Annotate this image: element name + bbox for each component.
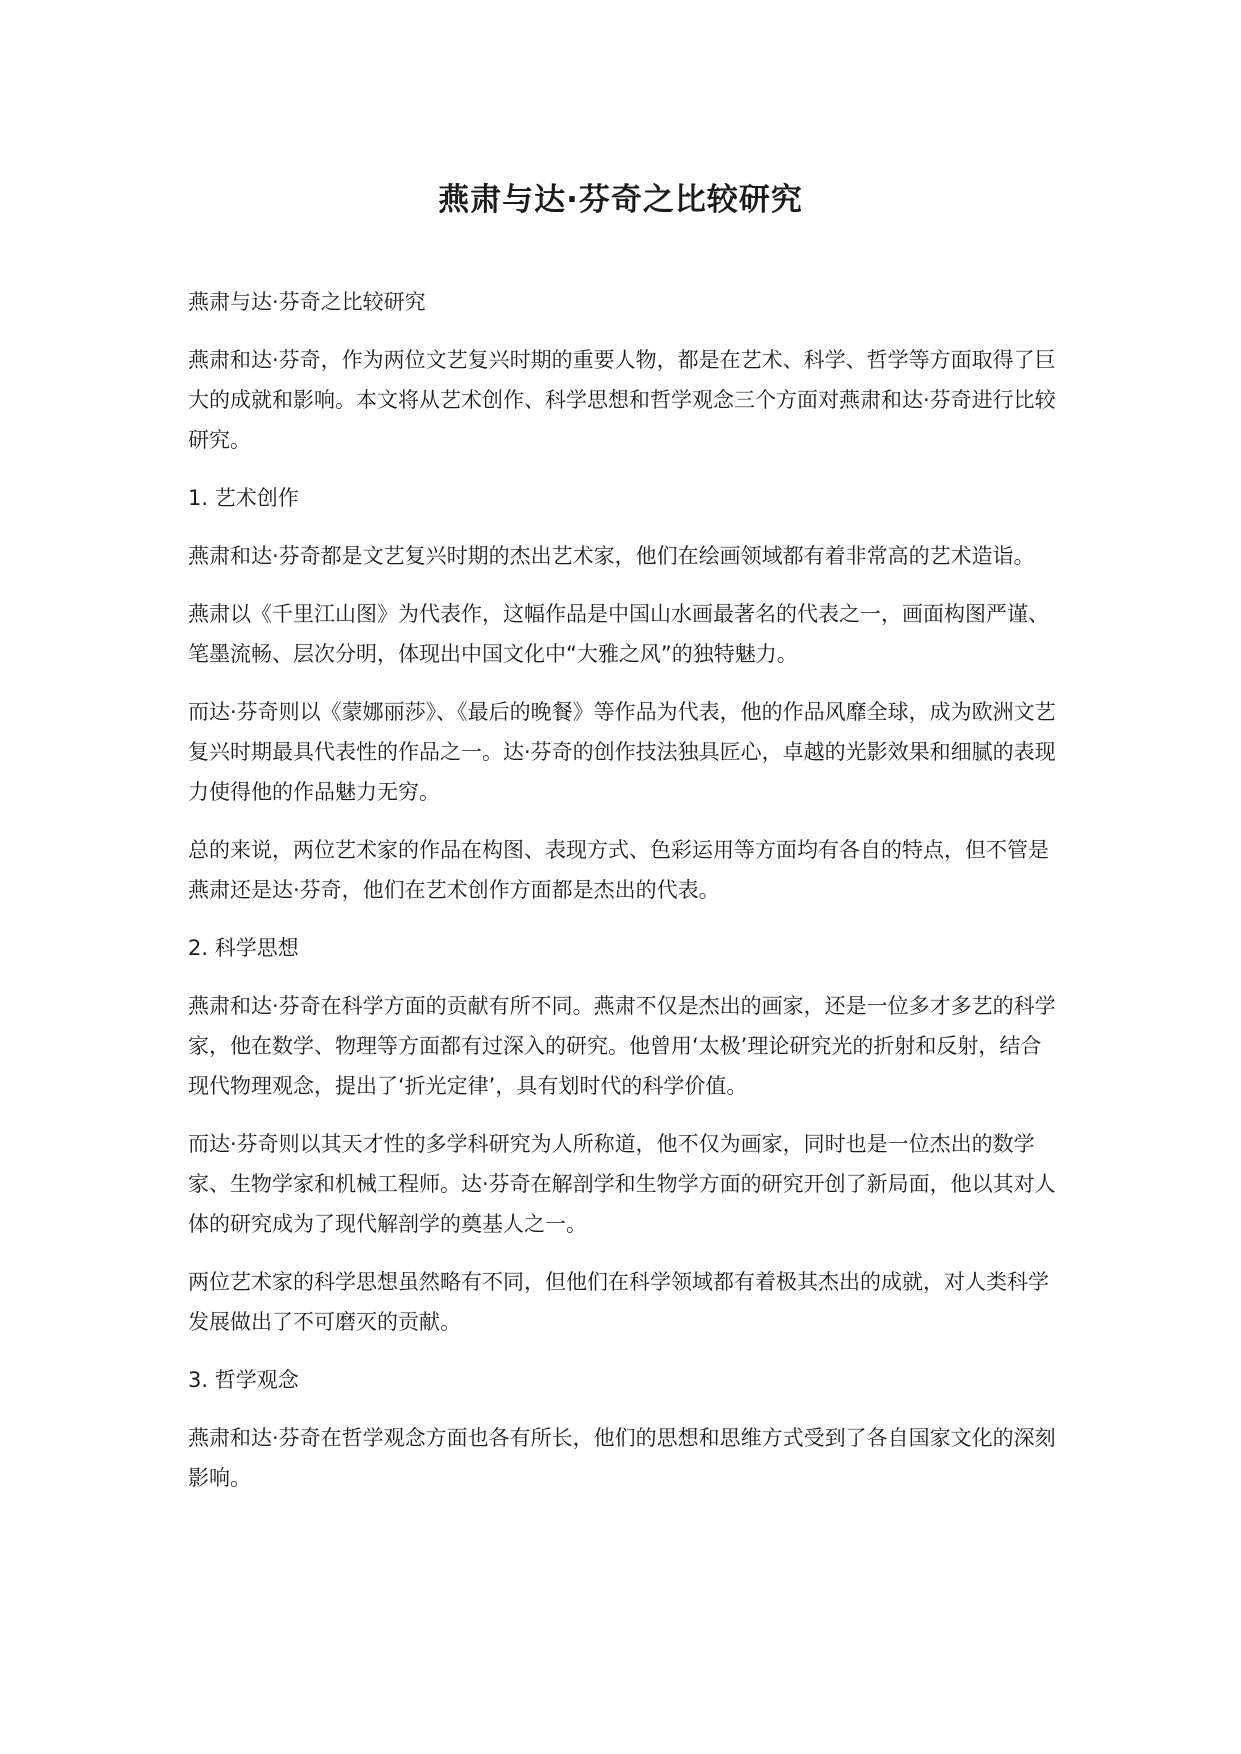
paragraph: 而达·芬奇则以其天才性的多学科研究为人所称道，他不仅为画家，同时也是一位杰出的数学家、生物学家和机械工程师。达·芬奇在解剖学和生物学方面的研究开创了新局面，他以其对人体的研究成为了现代解剖学的奠基人之一。 [188,1132,1056,1236]
document-title: 燕肃与达·芬奇之比较研究 [438,182,803,218]
section-heading-philosophy: 3. 哲学观念 [188,1368,299,1392]
section-heading-art: 1. 艺术创作 [188,486,299,510]
document-body [188,282,1056,1516]
section-heading-science: 2. 科学思想 [188,936,299,960]
paragraph: 总的来说，两位艺术家的作品在构图、表现方式、色彩运用等方面均有各自的特点，但不管是燕肃还是达·芬奇，他们在艺术创作方面都是杰出的代表。 [188,838,1049,902]
paragraph: 燕肃和达·芬奇在科学方面的贡献有所不同。燕肃不仅是杰出的画家，还是一位多才多艺的科学家，他在数学、物理等方面都有过深入的研究。他曾用‘太极’理论研究光的折射和反射，结合现代物理观念，提出了‘折光定律’，具有划时代的科学价值。 [188,994,1056,1098]
paragraph: 两位艺术家的科学思想虽然略有不同，但他们在科学领域都有着极其杰出的成就，对人类科学发展做出了不可磨灭的贡献。 [188,1270,1049,1334]
paragraph: 燕肃以《千里江山图》为代表作，这幅作品是中国山水画最著名的代表之一，画面构图严谨、笔墨流畅、层次分明，体现出中国文化中“大雅之风”的独特魅力。 [188,602,1049,666]
paragraph: 燕肃和达·芬奇在哲学观念方面也各有所长，他们的思想和思维方式受到了各自国家文化的深刻影响。 [188,1426,1056,1490]
paragraph: 燕肃和达·芬奇都是文艺复兴时期的杰出艺术家，他们在绘画领域都有着非常高的艺术造诣。 [188,544,1035,568]
subtitle-line: 燕肃与达·芬奇之比较研究 [188,290,426,314]
intro-paragraph: 燕肃和达·芬奇，作为两位文艺复兴时期的重要人物，都是在艺术、科学、哲学等方面取得了巨大的成就和影响。本文将从艺术创作、科学思想和哲学观念三个方面对燕肃和达·芬奇进行比较研究。 [188,348,1056,452]
paragraph: 而达·芬奇则以《蒙娜丽莎》、《最后的晚餐》等作品为代表，他的作品风靡全球，成为欧洲文艺复兴时期最具代表性的作品之一。达·芬奇的创作技法独具匠心，卓越的光影效果和细腻的表现力使得他的作品魅力无穷。 [188,700,1056,804]
